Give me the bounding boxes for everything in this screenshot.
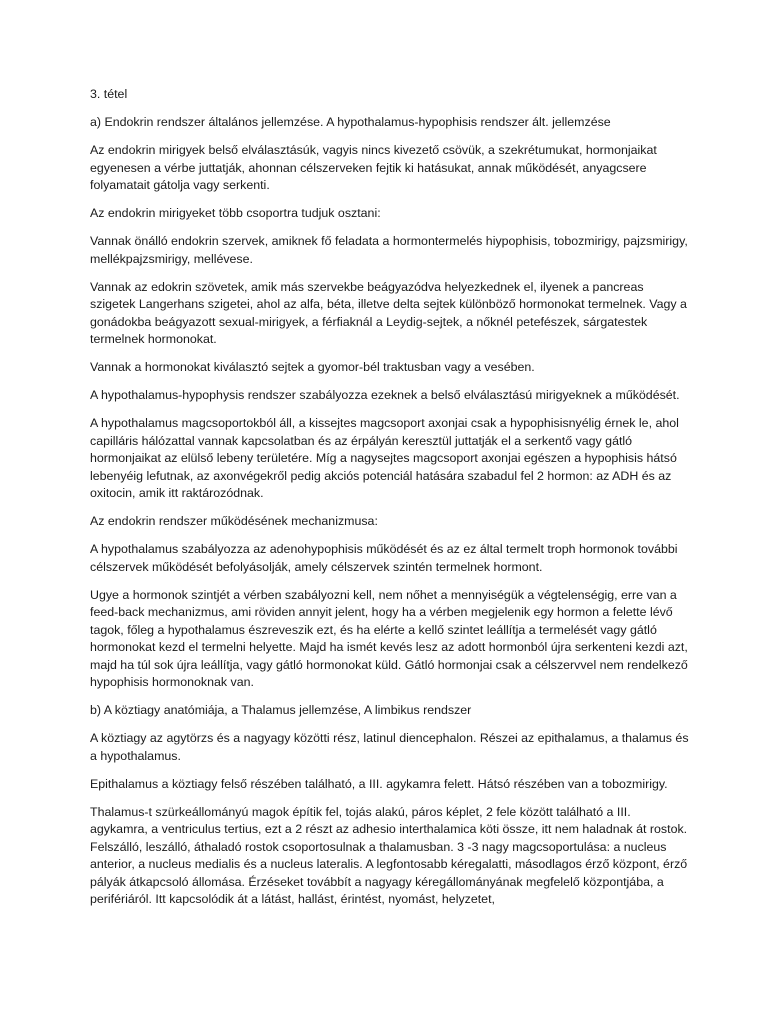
paragraph: A köztiagy az agytörzs és a nagyagy közötti rész, latinul diencephalon. Részei az epithalamus, a thalamus és a hypothalamus. bbox=[90, 731, 689, 763]
paragraph: Az endokrin mirigyeket több csoportra tudjuk osztani: bbox=[90, 206, 381, 220]
paragraph: A hypothalamus szabályozza az adenohypophisis működését és az ez által termelt troph hormonok további célszervek működését befolyásolják, amely célszervek szintén termelnek hormont. bbox=[90, 542, 678, 574]
section-number: 3. tétel bbox=[90, 87, 128, 101]
paragraph: Epithalamus a köztiagy felső részében található, a III. agykamra felett. Hátsó részében van a tobozmirigy. bbox=[90, 776, 668, 791]
paragraph: Az endokrin rendszer működésének mechanizmusa: bbox=[90, 514, 378, 528]
paragraph: Thalamus-t szürkeállományú magok építik fel, tojás alakú, páros képlet, 2 fele között található a III. agykamra, a ventriculus tertius, ezt a 2 részt az adhesio interthalamica köti össze, itt nem haladnak át rostok. Felszálló, leszálló, áthaladó rostok csoportosulnak a thalamusban. 3 -3 nagy magcsoportulása: a nucleus anterior, a nucleus medialis és a nucleus lateralis. A legfontosabb kéregalatti, másodlagos érző központ, érző pályák átkapcsoló állomása. Érzéseket továbbít a nagyagy kéregállományának megfelelő központjába, a perifériáról. Itt kapcsolódik át a látást, hallást, érintést, nyomást, helyzetet, bbox=[90, 804, 688, 906]
paragraph: A hypothalamus magcsoportokból áll, a kissejtes magcsoport axonjai csak a hypophisisnyélig érnek le, ahol capilláris hálózattal vannak kapcsolatban és az érpályán keresztül juttatják el a serkentő vagy gátló hormonjaikat az elülső lebeny területére. Míg a nagysejtes magcsoport axonjai egészen a hypophisis hátsó lebenyéig lefutnak, az axonvégekről pedig akciós potenciál hatására szabadul fel 2 hormon: az ADH és az oxitocin, amik itt raktározódnak. bbox=[90, 416, 679, 500]
paragraph: Ugye a hormonok szintjét a vérben szabályozni kell, nem nőhet a mennyiségük a végtelenségig, erre van a feed-back mechanizmus, ami röviden annyit jelent, hogy ha a vérben megjelenik egy hormon a felette lévő tagok, főleg a hypothalamus észreveszik ezt, és ha elérte a kellő szintet leállítja a termelését vagy gátló hormonokat kezd el termelni helyette. Majd ha ismét kevés lesz az adott hormonból újra serkenteni kezdi azt, majd ha túl sok újra leállítja, vagy gátló hormonokat küld. Gátló hormonjai csak a célszervvel nem rendelkező hypophisis hormonoknak van. bbox=[90, 587, 688, 689]
paragraph: Vannak az edokrin szövetek, amik más szervekbe beágyazódva helyezkednek el, ilyenek a pancreas szigetek Langerhans szigetei, ahol az alfa, béta, illetve delta sejtek különböző hormonokat termelnek. Vagy a gonádokba beágyazott sexual-mirigyek, a férfiaknál a Leydig-sejtek, a nőknél petefészek, sárgatestek termelnek hormonokat. bbox=[90, 279, 687, 346]
section-a-heading: a) Endokrin rendszer általános jellemzése. A hypothalamus-hypophisis rendszer ált. jellemzése bbox=[90, 115, 611, 129]
paragraph: Vannak a hormonokat kiválasztó sejtek a gyomor-bél traktusban vagy a vesében. bbox=[90, 360, 535, 374]
paragraph: Az endokrin mirigyek belső elválasztásúk, vagyis nincs kivezető csövük, a szekrétumukat, hormonjaikat egyenesen a vérbe juttatják, ahonnan célszerveken fejtik ki hatásukat, annak működését, anyagcsere folyamatait gátolja vagy serkenti. bbox=[90, 143, 657, 192]
section-b-heading: b) A köztiagy anatómiája, a Thalamus jellemzése, A limbikus rendszer bbox=[90, 703, 472, 717]
document-body bbox=[90, 86, 690, 919]
paragraph: Vannak önálló endokrin szervek, amiknek fő feladata a hormontermelés hiypophisis, tobozmirigy, pajzsmirigy, mellékpajzsmirigy, mellévese. bbox=[90, 234, 688, 266]
paragraph: A hypothalamus-hypophysis rendszer szabályozza ezeknek a belső elválasztású mirigyeknek a működését. bbox=[90, 388, 680, 402]
